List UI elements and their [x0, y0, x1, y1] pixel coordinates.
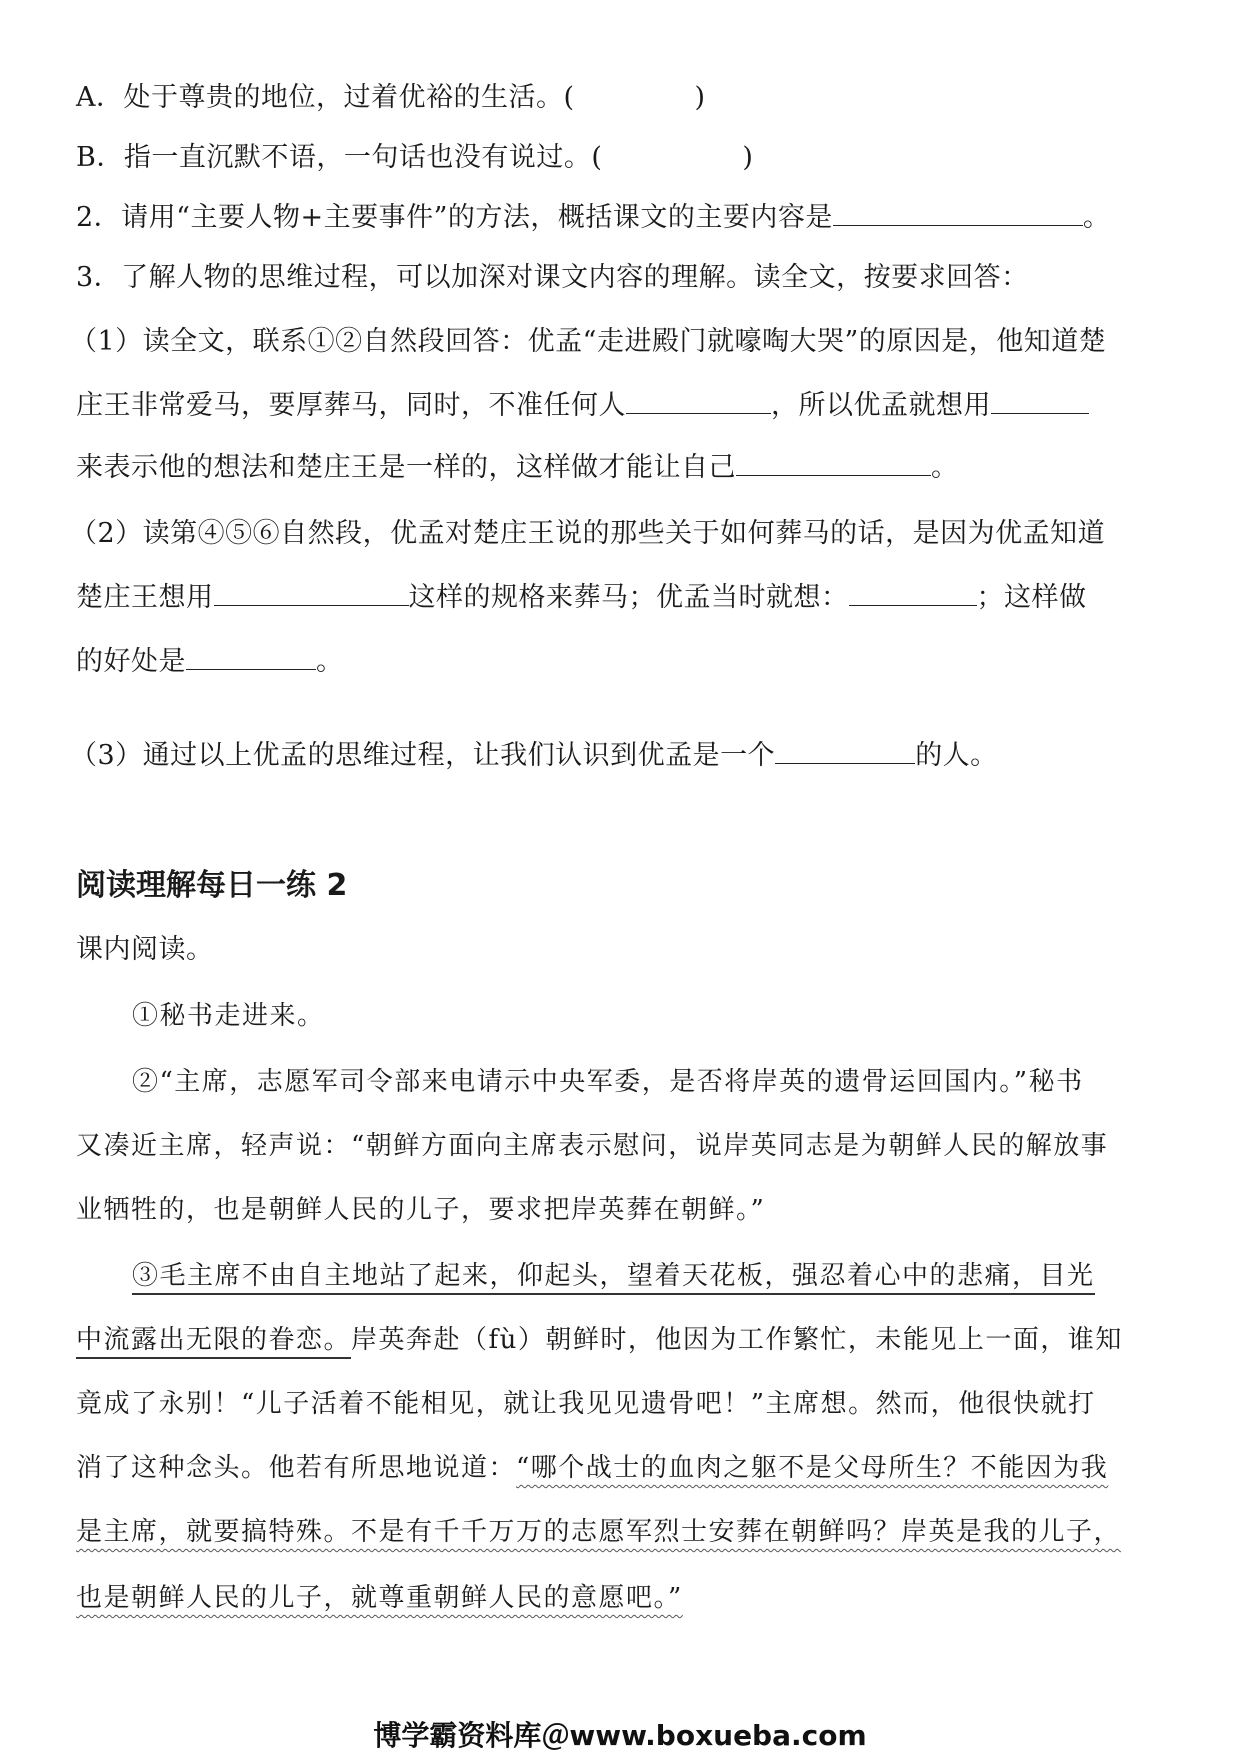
wavy-quote-part1: “哪个战士的血肉之躯不是父母所生？不能因为我: [516, 1453, 1109, 1483]
question-3-1-line1: （1）读全文，联系①②自然段回答：优孟“走进殿门就嚎啕大哭”的原因是，他知道楚: [70, 326, 1107, 357]
wavy-quote-part2: 是主席，就要搞特殊。不是有千千万万的志愿军烈士安葬在朝鲜吗？岸英是我的儿子，: [76, 1517, 1122, 1547]
q3-1-l3-text-a: 来表示他的想法和楚庄王是一样的，这样做才能让自己: [76, 452, 736, 483]
q3-1-l2-text-a: 庄王非常爱马，要厚葬马，同时，不准任何人: [76, 390, 626, 421]
q3-2-l2-text-b: 这样的规格来葬马；优孟当时就想：: [408, 582, 849, 613]
para-3-line2-rest: 岸英奔赴（fù）朝鲜时，他因为工作繁忙，未能见上一面，谁知: [351, 1325, 1123, 1355]
passage-para-2-line3: 业牺牲的，也是朝鲜人民的儿子，要求把岸英葬在朝鲜。”: [76, 1195, 766, 1225]
passage-para-2-line1: ②“主席，志愿军司令部来电请示中央军委，是否将岸英的遗骨运回国内。”秘书: [132, 1067, 1084, 1097]
underlined-sentence-part2: 中流露出无限的眷恋。: [76, 1325, 351, 1359]
question-2: [76, 198, 1166, 238]
option-b-close: ): [742, 142, 754, 173]
answer-blank-q3-1c[interactable]: [736, 451, 931, 476]
question-2-text: 2．请用“主要人物+主要事件”的方法，概括课文的主要内容是: [76, 202, 833, 233]
option-a-close: ): [694, 82, 706, 113]
question-3-2-line2: [76, 578, 1166, 618]
q3-1-l3-text-b: 。: [931, 452, 959, 483]
q3-2-l3-text-a: 的好处是: [76, 646, 186, 677]
passage-para-1: ①秘书走进来。: [132, 1001, 325, 1031]
passage-para-3-line1: [132, 1256, 1222, 1296]
passage-para-3-line2: [76, 1320, 1166, 1360]
question-3-2-line3: [76, 642, 1166, 682]
answer-blank-q3-1b[interactable]: [991, 389, 1089, 414]
question-3-2-line1: （2）读第④⑤⑥自然段，优孟对楚庄王说的那些关于如何葬马的话，是因为优孟知道: [70, 518, 1106, 549]
underlined-sentence-part1: ③毛主席不由自主地站了起来，仰起头，望着天花板，强忍着心中的悲痛，目光: [132, 1261, 1095, 1295]
answer-blank-q3-2a[interactable]: [214, 581, 409, 606]
question-3-intro: 3．了解人物的思维过程，可以加深对课文内容的理解。读全文，按要求回答：: [76, 262, 1029, 293]
answer-blank-q3-3[interactable]: [775, 739, 915, 764]
option-a-text: A．处于尊贵的地位，过着优裕的生活。(: [76, 82, 575, 113]
answer-blank-q3-2c[interactable]: [186, 645, 316, 670]
answer-blank-q2[interactable]: [833, 201, 1083, 226]
footer-watermark: 博学霸资料库＠www.boxueba.com: [373, 1719, 867, 1752]
question-3-1-line2: [76, 386, 1166, 426]
q3-2-l3-text-b: 。: [316, 646, 344, 677]
q3-2-l2-text-a: 楚庄王想用: [76, 582, 214, 613]
answer-blank-q3-1a[interactable]: [626, 389, 771, 414]
q3-3-text-b: 的人。: [915, 740, 998, 771]
passage-para-3-line6: [76, 1578, 1166, 1618]
answer-blank-q3-2b[interactable]: [849, 581, 977, 606]
passage-para-3-line4: [76, 1448, 1166, 1488]
option-b-text: B．指一直沉默不语，一句话也没有说过。(: [76, 142, 603, 173]
option-a: [76, 78, 1166, 118]
passage-para-3-line3: 竟成了永别！“儿子活着不能相见，就让我见见遗骨吧！”主席想。然而，他很快就打: [76, 1389, 1096, 1419]
passage-para-3-line5: [76, 1512, 1166, 1552]
question-3-3: [70, 736, 1160, 776]
option-b: [76, 138, 1166, 178]
para-3-line4-start: 消了这种念头。他若有所思地说道：: [76, 1453, 517, 1483]
q3-2-l2-text-c: ；这样做: [976, 582, 1087, 613]
q3-1-l2-text-b: ，所以优孟就想用: [771, 390, 991, 421]
section-title: 阅读理解每日一练 2: [76, 868, 348, 903]
question-3-1-line3: [76, 448, 1166, 488]
section-subtitle: 课内阅读。: [76, 934, 214, 965]
wavy-quote-part3: 也是朝鲜人民的儿子，就尊重朝鲜人民的意愿吧。”: [76, 1583, 683, 1613]
q3-3-text-a: （3）通过以上优孟的思维过程，让我们认识到优孟是一个: [70, 740, 776, 771]
question-2-end: 。: [1082, 202, 1111, 233]
passage-para-2-line2: 又凑近主席，轻声说：“朝鲜方面向主席表示慰问，说岸英同志是为朝鲜人民的解放事: [76, 1131, 1109, 1161]
